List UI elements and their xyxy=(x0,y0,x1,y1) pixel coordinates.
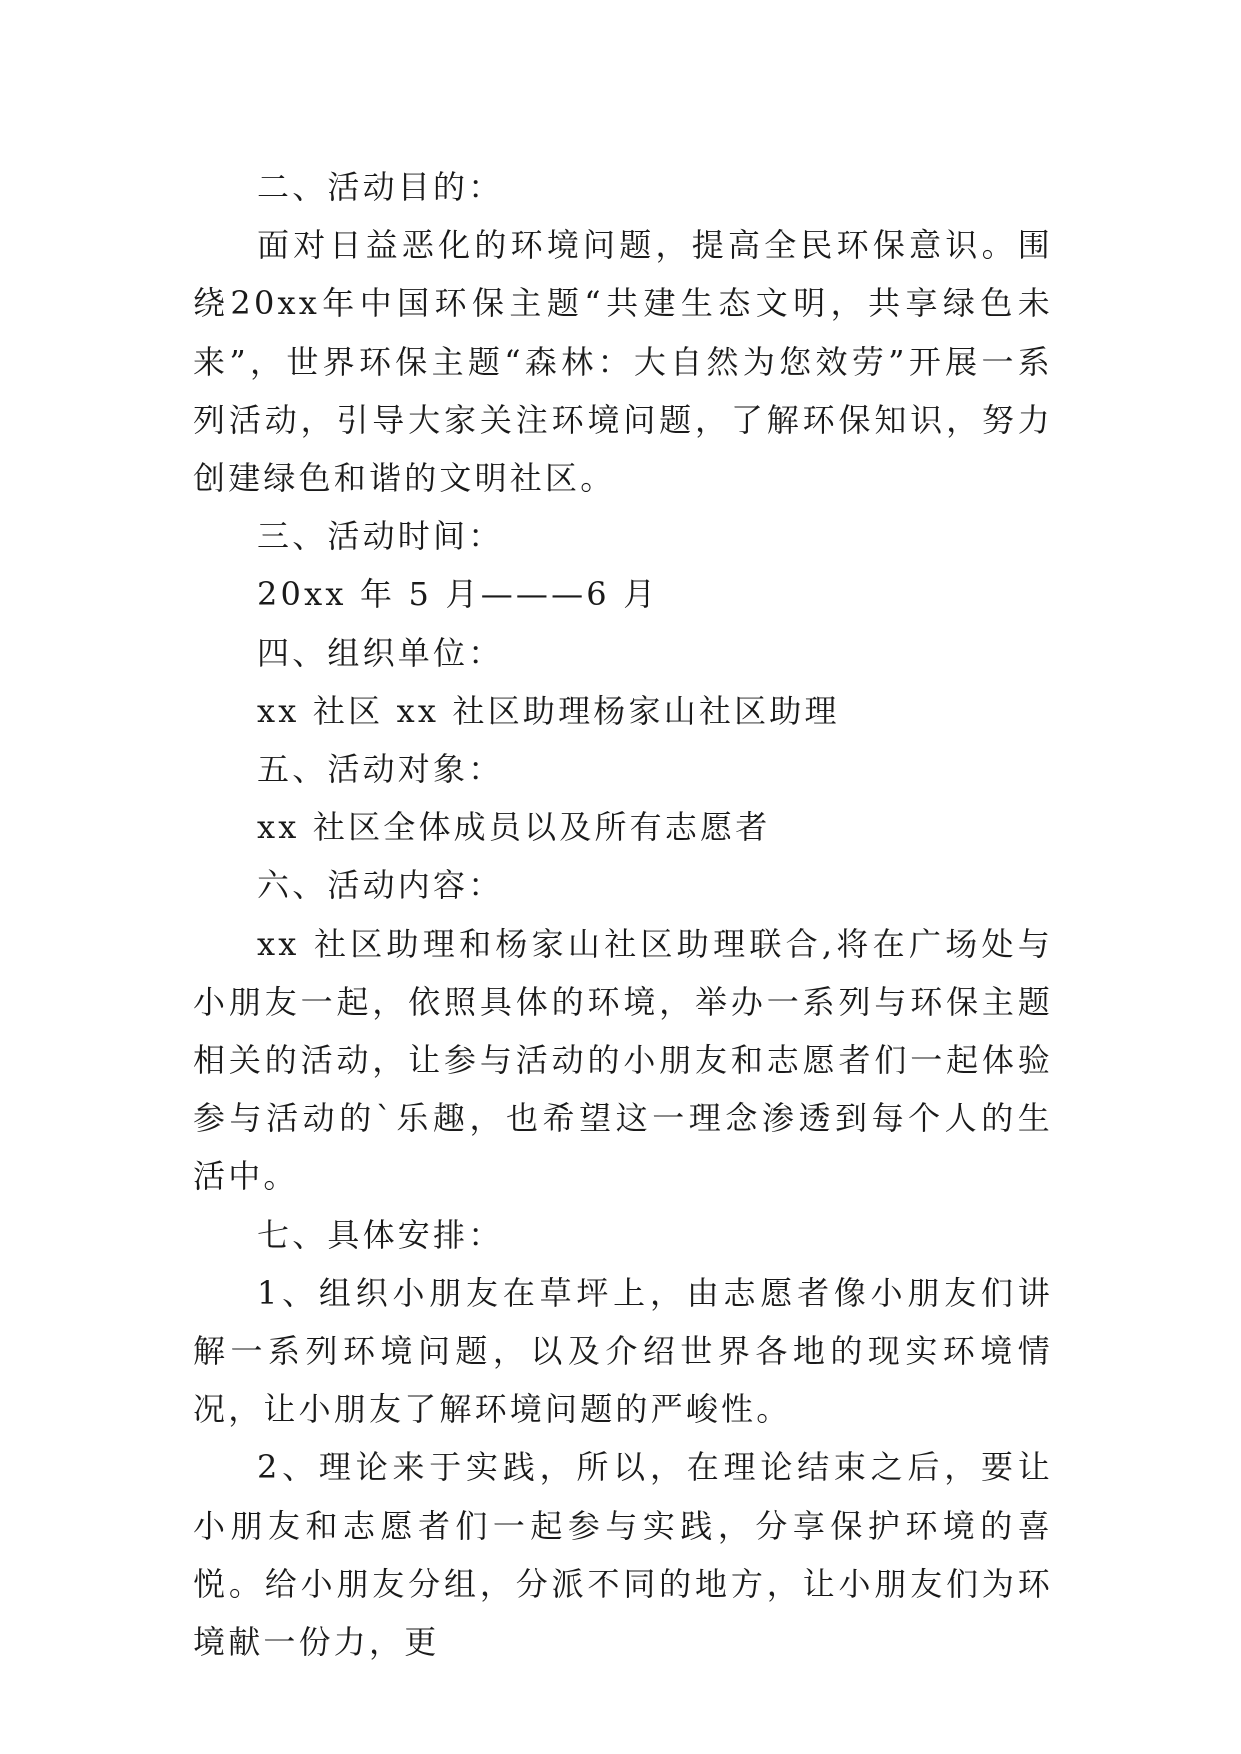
heading-organizer: 四、组织单位： xyxy=(257,633,504,672)
heading-arrangement: 七、具体安排： xyxy=(257,1215,504,1254)
paragraph-purpose: 面对日益恶化的环境问题，提高全民环保意识。围绕20xx年中国环保主题“共建生态文明，共享绿色未来”，世界环保主题“森林：大自然为您效劳”开展一系列活动，引导大家关注环境问题，了解环保知识，努力创建绿色和谐的文明社区。 xyxy=(193,226,1053,498)
paragraph-content: xx 社区助理和杨家山社区助理联合,将在广场处与小朋友一起，依照具体的环境，举办一系列与环保主题相关的活动，让参与活动的小朋友和志愿者们一起体验参与活动的`乐趣，也希望这一理念渗透到每个人的生活中。 xyxy=(193,924,1053,1196)
heading-content: 六、活动内容： xyxy=(257,866,504,905)
document-body xyxy=(193,158,1053,1671)
paragraph-organizer: xx 社区 xx 社区助理杨家山社区助理 xyxy=(257,691,840,730)
paragraph-arrangement-1: 1、组织小朋友在草坪上，由志愿者像小朋友们讲解一系列环境问题，以及介绍世界各地的现实环境情况，让小朋友了解环境问题的严峻性。 xyxy=(193,1273,1053,1429)
heading-time: 三、活动时间： xyxy=(257,517,504,556)
heading-audience: 五、活动对象： xyxy=(257,750,504,789)
paragraph-time: 20xx 年 5 月———6 月 xyxy=(257,575,659,614)
paragraph-arrangement-2: 2、理论来于实践，所以，在理论结束之后，要让小朋友和志愿者们一起参与实践，分享保护环境的喜悦。给小朋友分组，分派不同的地方，让小朋友们为环境献一份力，更 xyxy=(193,1448,1053,1662)
heading-purpose: 二、活动目的： xyxy=(257,168,504,206)
paragraph-audience: xx 社区全体成员以及所有志愿者 xyxy=(257,808,771,847)
